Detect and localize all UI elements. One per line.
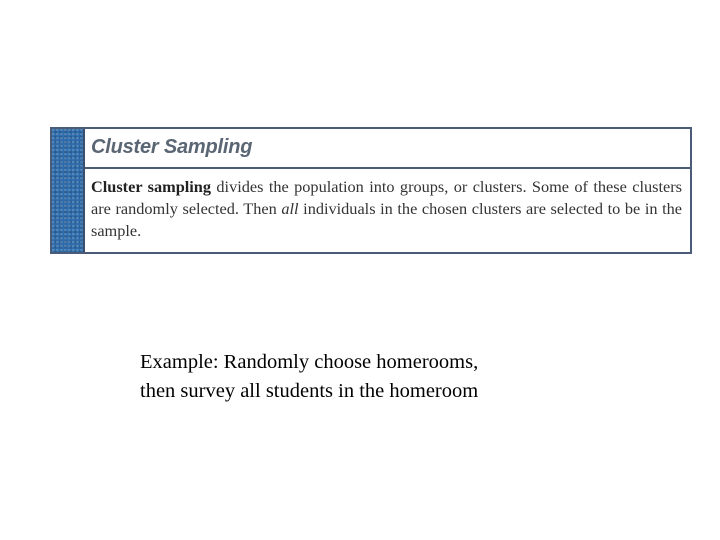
definition-box <box>50 127 692 254</box>
decorative-side-bar <box>52 129 85 252</box>
definition-title-row <box>85 129 690 169</box>
definition-emphasis: all <box>281 199 299 218</box>
definition-text-part-2: individuals in the chosen clusters are selected to be in the sample. <box>91 199 682 240</box>
definition-text-part-1: divides the population into groups, or clusters. Some of these clusters are randomly selected. Then <box>91 177 682 218</box>
example-text <box>140 348 478 406</box>
example-line-2: then survey all students in the homeroom <box>140 380 479 402</box>
definition-title: Cluster Sampling <box>91 136 253 158</box>
definition-term: Cluster sampling <box>91 177 211 196</box>
definition-text <box>91 176 682 242</box>
example-line-1: Example: Randomly choose homerooms, <box>140 351 479 373</box>
